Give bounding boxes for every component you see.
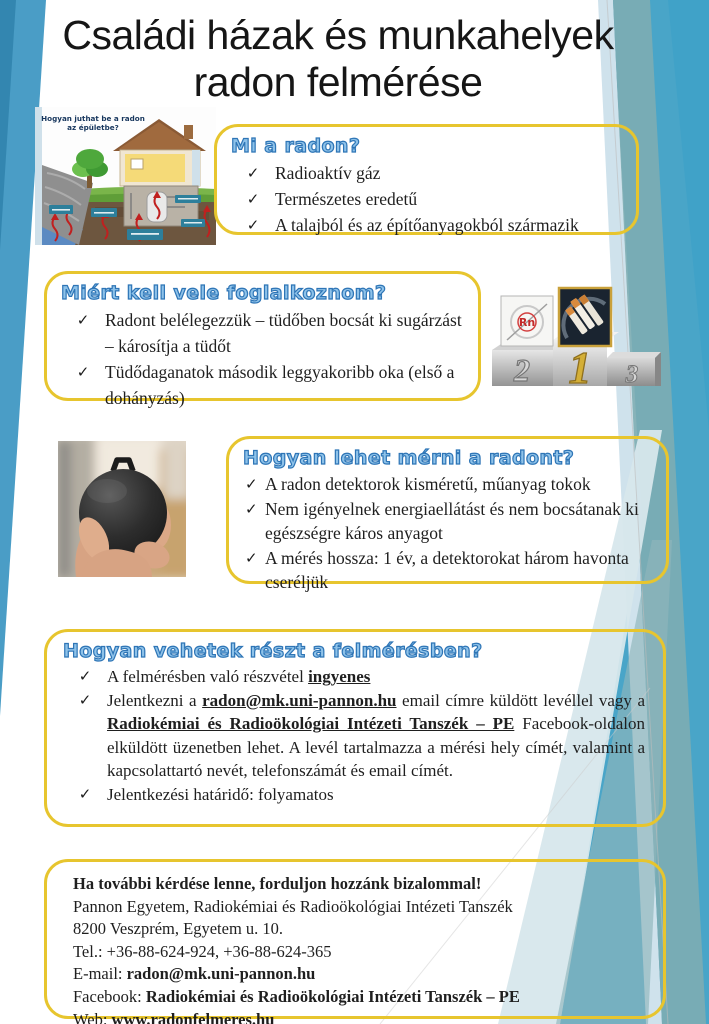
- bullet-item: [243, 497, 652, 546]
- bullet-text: Jelentkezési határidő: folyamatos: [107, 784, 334, 804]
- check-icon: ✓: [78, 667, 92, 685]
- join-apply-text3: Facebook-oldalon elküldött üzenetben lehet. A levél tartalmazza a mérési hely címét, valamint a kapcsolattartó nevét, telefonszámát és email címét.: [107, 714, 645, 780]
- check-icon: ✓: [245, 475, 258, 493]
- join-apply-text2: email címre küldött levéllel vagy a: [396, 690, 646, 710]
- check-icon: ✓: [246, 216, 260, 234]
- poster-title: [28, 12, 648, 106]
- poster-title-line2: radon felmérése: [193, 59, 483, 105]
- podium-number-1: 1: [568, 342, 592, 386]
- contact-phone: [73, 941, 637, 964]
- check-icon: ✓: [245, 548, 258, 567]
- bullet-text: A talajból és az építőanyagokból származik: [275, 215, 579, 235]
- join-facebook-page-name[interactable]: Radiokémiai és Radioökológiai Intézeti Tanszék – PE: [107, 714, 515, 733]
- bullet-item: [243, 546, 652, 595]
- bullet-text: Radont belélegezzük – tüdőben bocsát ki sugárzást – károsítja a tüdőt: [105, 310, 462, 356]
- what-is-radon-box: [214, 124, 639, 235]
- join-email-link[interactable]: radon@mk.uni-pannon.hu: [202, 690, 397, 710]
- contact-web: [73, 1009, 637, 1024]
- what-is-radon-heading: Mi a radon?: [231, 135, 361, 157]
- bullet-item: [243, 472, 652, 497]
- radon-entry-diagram: [35, 107, 216, 245]
- podium-number-2: 2: [514, 352, 530, 386]
- radon-card: [501, 296, 553, 346]
- bullet-item: [231, 160, 622, 186]
- contact-email-label: E-mail:: [73, 964, 127, 984]
- bullet-item: [63, 665, 645, 689]
- how-to-measure-heading: Hogyan lehet mérni a radont?: [243, 447, 575, 469]
- check-icon: ✓: [78, 690, 92, 709]
- join-free-term: ingyenes: [308, 667, 371, 686]
- bullet-text: A radon detektorok kisméretű, műanyag tokok: [265, 474, 591, 494]
- podium-number-3: 3: [625, 361, 639, 386]
- bullet-text: [107, 665, 370, 689]
- how-to-join-box: [44, 629, 666, 827]
- bullet-item: [61, 307, 464, 359]
- contact-facebook: [73, 986, 637, 1009]
- contact-email: [73, 963, 637, 986]
- contact-headline: Ha további kérdése lenne, forduljon hozzánk bizalommal!: [73, 874, 482, 893]
- contact-facebook-label: Facebook:: [73, 986, 146, 1006]
- detector-photo: [58, 441, 186, 577]
- bullet-item: [231, 186, 622, 212]
- why-care-box: [44, 271, 481, 408]
- bullet-item: [63, 783, 645, 807]
- bullet-text: Tüdődaganatok második leggyakoribb oka (első a dohányzás): [105, 362, 455, 408]
- podium-illustration: [489, 282, 661, 386]
- bullet-item: [63, 689, 645, 783]
- how-to-join-heading: Hogyan vehetek részt a felmérésben?: [63, 640, 483, 662]
- bullet-text: Radioaktív gáz: [275, 163, 381, 183]
- bullet-text: Nem igényelnek energiaellátást és nem bocsátanak ki egészségre káros anyagot: [265, 498, 639, 543]
- check-icon: ✓: [76, 363, 90, 381]
- contact-web-value[interactable]: www.radonfelmeres.hu: [111, 1009, 275, 1024]
- check-icon: ✓: [78, 784, 92, 803]
- contact-institution: Pannon Egyetem, Radiokémiai és Radioökológiai Intézeti Tanszék: [73, 896, 513, 916]
- contact-facebook-value[interactable]: Radiokémiai és Radioökológiai Intézeti Tanszék – PE: [145, 986, 520, 1006]
- check-icon: ✓: [76, 311, 90, 329]
- bullet-item: [61, 359, 464, 411]
- bullet-text: Természetes eredetű: [275, 189, 418, 209]
- check-icon: ✓: [246, 164, 260, 182]
- check-icon: ✓: [245, 499, 258, 518]
- contact-phone-text: Tel.: +36-88-624-924, +36-88-624-365: [73, 941, 332, 961]
- why-care-heading: Miért kell vele foglalkoznom?: [61, 282, 387, 304]
- poster-title-line1: Családi házak és munkahelyek: [62, 12, 614, 58]
- contact-address: 8200 Veszprém, Egyetem u. 10.: [73, 919, 284, 939]
- join-apply-text1: Jelentkezni a: [107, 690, 203, 710]
- check-icon: ✓: [246, 190, 260, 208]
- cigarettes-card: [559, 288, 611, 346]
- diagram-caption-line1: Hogyan juthat be a radon: [41, 114, 145, 123]
- bullet-text: A mérés hossza: 1 év, a detektorokat három havonta cseréljük: [265, 547, 629, 592]
- contact-web-label: Web:: [73, 1009, 112, 1024]
- bullet-text: [107, 689, 645, 783]
- join-free-prefix: A felmérésben való részvétel: [107, 667, 309, 686]
- how-to-measure-box: [226, 436, 669, 592]
- diagram-caption-line2: az épületbe?: [67, 123, 119, 132]
- bullet-item: [231, 212, 622, 238]
- rn-symbol: Rn: [518, 316, 536, 329]
- contact-box: [44, 859, 666, 1024]
- contact-email-value[interactable]: radon@mk.uni-pannon.hu: [126, 964, 316, 984]
